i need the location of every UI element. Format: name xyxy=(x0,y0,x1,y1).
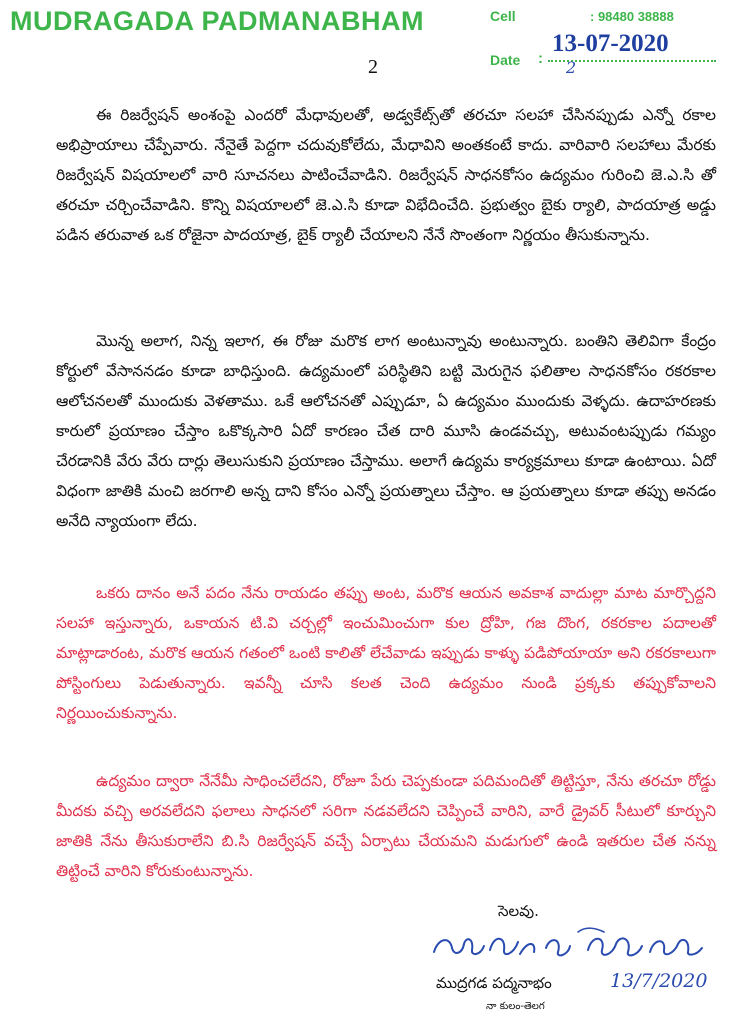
page-number: 2 xyxy=(368,56,378,78)
closing-salutation: సెలవు. xyxy=(498,902,539,920)
date-colon: : xyxy=(538,50,543,67)
date-label: Date xyxy=(490,52,521,68)
cell-number: : 98480 38888 xyxy=(590,9,674,24)
signatory-name: ముద్రగడ పద్మనాభం xyxy=(436,974,552,992)
signature-date: 13/7/2020 xyxy=(610,970,708,992)
letterhead-name: MUDRAGADA PADMANABHAM xyxy=(10,6,424,36)
body-paragraph-3: ఒకరు దానం అనే పదం నేను రాయడం తప్పు అంట, మరొక ఆయన అవకాశ వాదుల్లా మాట మార్చొద్దని సలహా ఇస్తున్నారు, ఒకాయన టి.వి చర్చల్లో ఇంచుమించుగా కుల ద్రోహి, గజ దొంగ, రకరకాల పదాలతో మాట్లాడారంట, మరొక ఆయన గతంలో ఒంటి కాలితో లేచేవాడు ఇప్పుడు కాళ్ళు పడిపోయాయా అని రకరకాలుగా పోస్టింగులు పెడుతున్నారు. ఇవన్నీ చూసి కలత చెంది ఉద్యమం నుండి ప్రక్కకు తప్పుకోవాలని నిర్ణయించుకున్నాను. xyxy=(56,584,716,722)
body-paragraph-4: ఉద్యమం ద్వారా నేనేమీ సాధించలేదని, రోజూ పేరు చెప్పకుండా పదిమందితో తిట్టిస్తూ, నేను తరచూ రోడ్డు మీదకు వచ్చి అరవలేదని ఫలాలు సాధనలో సరిగా నడవలేదని చెప్పించే వారిని, వారే డ్రైవర్ సీటులో కూర్చుని జాతికి నేను తీసుకురాలేని బి.సి రిజర్వేషన్ వచ్చే ఏర్పాటు చేయమని మడుగులో ఉండి ఇతరుల చేత నన్ను తిట్టించే వారిని కోరుకుంటున్నాను. xyxy=(56,772,716,880)
body-paragraph-1: ఈ రిజర్వేషన్ అంశంపై ఎందరో మేధావులతో, అడ్వకేట్స్‌తో తరచూ సలహా చేసినప్పుడు ఎన్నో రకాల అభిప్రాయాలు చేప్పేవారు. నేనైతే పెద్దగా చదువుకోలేదు, మేధావిని అంతకంటే కాదు. వారివారి సలహాలు మేరకు రిజర్వేషన్ విషయాలలో వారి సూచనలు పాటించేవాడిని. రిజర్వేషన్ సాధనకోసం ఉద్యమం గురించి జె.ఎ.సి తో తరచూ చర్చించేవాడిని. కొన్ని విషయాలలో జె.ఎ.సి కూడా విభేదించేది. ప్రభుత్వం బైకు ర్యాలి, పాదయాత్ర అడ్డు పడిన తరువాత ఒక రోజైనా పాదయాత్ర, బైక్ ర్యాలీ చేయాలని నేనే సొంతంగా నిర్ణయం తీసుకున్నాను. xyxy=(56,106,716,244)
cell-label: Cell xyxy=(490,8,516,24)
handwritten-signature xyxy=(428,924,718,964)
handwritten-page-number: 2 xyxy=(566,58,577,77)
body-paragraph-2: మొన్న అలాగ, నిన్న ఇలాగ, ఈ రోజు మరొక లాగ అంటున్నావు అంటున్నారు. బంతిని తెలివిగా కేంద్రం కోర్టులో వేసాననడం కూడా బాధిస్తుంది. ఉద్యమంలో పరిస్థితిని బట్టి మెరుగైన ఫలితాల సాధనకోసం రకరకాల ఆలోచనలతో ముందుకు వెళతాము. ఒకే ఆలోచనతో ఎప్పుడూ, ఏ ఉద్యమం ముందుకు వెళ్ళదు. ఉదాహరణకు కారులో ప్రయాణం చేస్తాం ఒకొక్కసారి ఏదో కారణం చేత దారి మూసి ఉండవచ్చు, అటువంటప్పుడు గమ్యం చేరడానికి వేరు వేరు దార్లు తెలుసుకుని ప్రయాణం చేస్తాము. అలాగే ఉద్యమ కార్యక్రమాలు కూడా ఉంటాయి. ఏదో విధంగా జాతికి మంచి జరగాలి అన్న దాని కోసం ఎన్నో ప్రయత్నాలు చేస్తాం. ఆ ప్రయత్నాలు కూడా తప్పు అనడం అనేది న్యాయంగా లేదు. xyxy=(56,332,716,530)
date-value: 13-07-2020 xyxy=(552,30,669,57)
signatory-caste-line: నా కులం-తెలగ xyxy=(486,1001,545,1012)
